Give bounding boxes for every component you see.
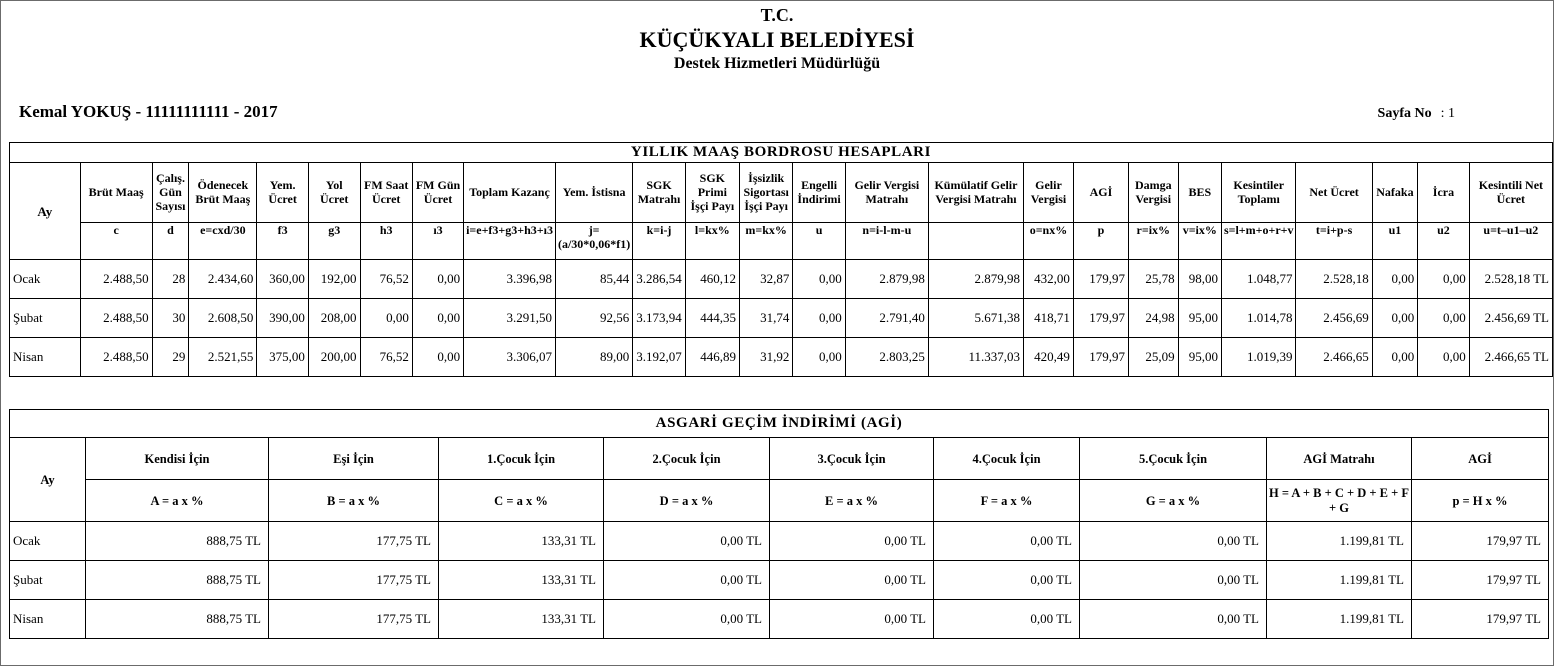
document-header <box>1 1 1553 73</box>
value-cell: 390,00 <box>257 299 309 338</box>
value-cell: 28 <box>152 260 189 299</box>
value-cell: 3.173,94 <box>633 299 686 338</box>
value-cell: 1.199,81 TL <box>1267 600 1412 639</box>
value-cell: 177,75 TL <box>269 600 439 639</box>
bordro-page <box>1 1 1553 639</box>
value-cell: 200,00 <box>308 338 360 377</box>
col-header: Gelir Vergisi <box>1024 163 1074 223</box>
col-header: Gelir Vergisi Matrahı <box>845 163 928 223</box>
col-header: Eşi İçin <box>269 438 439 480</box>
table-row <box>10 522 1549 561</box>
page-number <box>1378 106 1455 122</box>
value-cell: 3.396,98 <box>464 260 556 299</box>
header-department: Destek Hizmetleri Müdürlüğü <box>673 54 881 72</box>
col-formula <box>928 223 1023 260</box>
value-cell: 179,97 TL <box>1412 522 1549 561</box>
value-cell: 2.434,60 <box>189 260 257 299</box>
col-header: Net Ücret <box>1296 163 1372 223</box>
value-cell: 2.488,50 <box>80 299 152 338</box>
value-cell: 95,00 <box>1178 338 1221 377</box>
value-cell: 30 <box>152 299 189 338</box>
value-cell: 0,00 TL <box>770 600 934 639</box>
value-cell: 432,00 <box>1024 260 1074 299</box>
value-cell: 2.466,65 <box>1296 338 1372 377</box>
col-formula: t=i+p-s <box>1296 223 1372 260</box>
col-formula: r=ix% <box>1128 223 1178 260</box>
value-cell: 2.879,98 <box>845 260 928 299</box>
col-header: İcra <box>1418 163 1470 223</box>
value-cell: 32,87 <box>739 260 792 299</box>
col-header: SGK Primi İşçi Payı <box>685 163 739 223</box>
value-cell: 2.488,50 <box>80 338 152 377</box>
col-header: Çalış. Gün Sayısı <box>152 163 189 223</box>
value-cell: 133,31 TL <box>439 522 604 561</box>
value-cell: 76,52 <box>360 260 412 299</box>
table-row <box>10 260 1553 299</box>
value-cell: 0,00 TL <box>934 561 1080 600</box>
col-header: Yem. İstisna <box>555 163 632 223</box>
month-cell: Nisan <box>10 338 81 377</box>
value-cell: 2.879,98 <box>928 260 1023 299</box>
value-cell: 0,00 TL <box>770 561 934 600</box>
value-cell: 2.528,18 <box>1296 260 1372 299</box>
col-formula: n=i-l-m-u <box>845 223 928 260</box>
col-header: Brüt Maaş <box>80 163 152 223</box>
value-cell: 0,00 TL <box>604 522 770 561</box>
value-cell: 0,00 <box>412 299 463 338</box>
value-cell: 2.608,50 <box>189 299 257 338</box>
col-header: 4.Çocuk İçin <box>934 438 1080 480</box>
col-formula: j=(a/30*0,06*f1) <box>555 223 632 260</box>
table-row <box>10 338 1553 377</box>
value-cell: 1.199,81 TL <box>1267 522 1412 561</box>
col-formula: p <box>1073 223 1128 260</box>
value-cell: 2.521,55 <box>189 338 257 377</box>
value-cell: 2.528,18 TL <box>1469 260 1552 299</box>
value-cell: 177,75 TL <box>269 561 439 600</box>
col-header: İşsizlik Sigortası İşçi Payı <box>739 163 792 223</box>
value-cell: 0,00 <box>1418 299 1470 338</box>
col-header: Nafaka <box>1372 163 1417 223</box>
value-cell: 3.291,50 <box>464 299 556 338</box>
col-header: BES <box>1178 163 1221 223</box>
month-cell: Şubat <box>10 299 81 338</box>
value-cell: 360,00 <box>257 260 309 299</box>
value-cell: 0,00 <box>1418 338 1470 377</box>
value-cell: 0,00 <box>412 260 463 299</box>
col-formula: p = H x % <box>1412 480 1549 522</box>
value-cell: 0,00 <box>412 338 463 377</box>
employee-info: Kemal YOKUŞ - 11111111111 - 2017 <box>19 102 278 122</box>
month-cell: Şubat <box>10 561 86 600</box>
value-cell: 0,00 TL <box>934 522 1080 561</box>
col-formula: v=ix% <box>1178 223 1221 260</box>
col-formula: o=nx% <box>1024 223 1074 260</box>
value-cell: 0,00 <box>1372 260 1417 299</box>
salary-table <box>9 142 1553 377</box>
col-header: Kendisi İçin <box>86 438 269 480</box>
value-cell: 76,52 <box>360 338 412 377</box>
col-header: Kümülatif Gelir Vergisi Matrahı <box>928 163 1023 223</box>
value-cell: 1.019,39 <box>1221 338 1296 377</box>
col-header: FM Saat Ücret <box>360 163 412 223</box>
value-cell: 3.286,54 <box>633 260 686 299</box>
col-formula: F = a x % <box>934 480 1080 522</box>
value-cell: 418,71 <box>1024 299 1074 338</box>
value-cell: 179,97 <box>1073 338 1128 377</box>
value-cell: 92,56 <box>555 299 632 338</box>
col-header: AGİ <box>1073 163 1128 223</box>
value-cell: 2.456,69 TL <box>1469 299 1552 338</box>
col-header: 5.Çocuk İçin <box>1080 438 1267 480</box>
value-cell: 2.466,65 TL <box>1469 338 1552 377</box>
table-row <box>10 299 1553 338</box>
col-formula: h3 <box>360 223 412 260</box>
col-header: Ödenecek Brüt Maaş <box>189 163 257 223</box>
header-municipality: KÜÇÜKYALI BELEDİYESİ <box>639 26 915 52</box>
value-cell: 888,75 TL <box>86 522 269 561</box>
col-formula: g3 <box>308 223 360 260</box>
value-cell: 11.337,03 <box>928 338 1023 377</box>
value-cell: 0,00 <box>793 260 845 299</box>
col-formula: A = a x % <box>86 480 269 522</box>
col-header: Yol Ücret <box>308 163 360 223</box>
value-cell: 25,78 <box>1128 260 1178 299</box>
table-row <box>10 600 1549 639</box>
col-formula: u2 <box>1418 223 1470 260</box>
value-cell: 85,44 <box>555 260 632 299</box>
col-formula: E = a x % <box>770 480 934 522</box>
header-tc: T.C. <box>760 5 794 25</box>
col-header: Kesintili Net Ücret <box>1469 163 1552 223</box>
value-cell: 2.488,50 <box>80 260 152 299</box>
col-header: 1.Çocuk İçin <box>439 438 604 480</box>
col-formula: C = a x % <box>439 480 604 522</box>
row-header-ay: Ay <box>10 438 86 522</box>
sub-header <box>19 102 1455 122</box>
value-cell: 375,00 <box>257 338 309 377</box>
value-cell: 0,00 <box>793 299 845 338</box>
value-cell: 888,75 TL <box>86 561 269 600</box>
col-formula: u1 <box>1372 223 1417 260</box>
col-formula: e=cxd/30 <box>189 223 257 260</box>
value-cell: 192,00 <box>308 260 360 299</box>
col-header: 2.Çocuk İçin <box>604 438 770 480</box>
col-header: 3.Çocuk İçin <box>770 438 934 480</box>
value-cell: 1.199,81 TL <box>1267 561 1412 600</box>
salary-table-title: YILLIK MAAŞ BORDROSU HESAPLARI <box>10 143 1553 163</box>
value-cell: 25,09 <box>1128 338 1178 377</box>
value-cell: 0,00 TL <box>1080 600 1267 639</box>
value-cell: 444,35 <box>685 299 739 338</box>
col-formula: c <box>80 223 152 260</box>
col-formula: s=l+m+o+r+v <box>1221 223 1296 260</box>
col-formula: k=i-j <box>633 223 686 260</box>
value-cell: 179,97 <box>1073 299 1128 338</box>
col-formula: m=kx% <box>739 223 792 260</box>
col-formula: f3 <box>257 223 309 260</box>
col-header: FM Gün Ücret <box>412 163 463 223</box>
value-cell: 29 <box>152 338 189 377</box>
value-cell: 31,92 <box>739 338 792 377</box>
value-cell: 3.306,07 <box>464 338 556 377</box>
value-cell: 446,89 <box>685 338 739 377</box>
page-number-label: Sayfa No <box>1377 106 1432 122</box>
value-cell: 420,49 <box>1024 338 1074 377</box>
col-formula: H = A + B + C + D + E + F + G <box>1267 480 1412 522</box>
row-header-ay: Ay <box>10 163 81 260</box>
col-header: Engelli İndirimi <box>793 163 845 223</box>
agi-table <box>9 409 1549 639</box>
col-formula: l=kx% <box>685 223 739 260</box>
month-cell: Ocak <box>10 522 86 561</box>
value-cell: 177,75 TL <box>269 522 439 561</box>
month-cell: Ocak <box>10 260 81 299</box>
col-formula: D = a x % <box>604 480 770 522</box>
value-cell: 95,00 <box>1178 299 1221 338</box>
value-cell: 5.671,38 <box>928 299 1023 338</box>
col-header: AGİ Matrahı <box>1267 438 1412 480</box>
value-cell: 0,00 TL <box>1080 561 1267 600</box>
value-cell: 2.803,25 <box>845 338 928 377</box>
col-formula: u <box>793 223 845 260</box>
value-cell: 0,00 TL <box>1080 522 1267 561</box>
month-cell: Nisan <box>10 600 86 639</box>
col-formula: i=e+f3+g3+h3+ı3 <box>464 223 556 260</box>
value-cell: 98,00 <box>1178 260 1221 299</box>
page-number-value: : 1 <box>1440 106 1455 122</box>
value-cell: 133,31 TL <box>439 600 604 639</box>
value-cell: 0,00 TL <box>604 561 770 600</box>
value-cell: 1.048,77 <box>1221 260 1296 299</box>
col-formula: B = a x % <box>269 480 439 522</box>
col-formula: u=t–u1–u2 <box>1469 223 1552 260</box>
value-cell: 2.791,40 <box>845 299 928 338</box>
col-formula: d <box>152 223 189 260</box>
value-cell: 0,00 <box>1372 338 1417 377</box>
value-cell: 1.014,78 <box>1221 299 1296 338</box>
value-cell: 133,31 TL <box>439 561 604 600</box>
col-header: Damga Vergisi <box>1128 163 1178 223</box>
col-header: AGİ <box>1412 438 1549 480</box>
value-cell: 208,00 <box>308 299 360 338</box>
value-cell: 179,97 TL <box>1412 561 1549 600</box>
value-cell: 0,00 TL <box>770 522 934 561</box>
value-cell: 0,00 <box>360 299 412 338</box>
value-cell: 31,74 <box>739 299 792 338</box>
value-cell: 3.192,07 <box>633 338 686 377</box>
value-cell: 0,00 TL <box>604 600 770 639</box>
col-header: Toplam Kazanç <box>464 163 556 223</box>
col-header: SGK Matrahı <box>633 163 686 223</box>
agi-table-title: ASGARİ GEÇİM İNDİRİMİ (AGİ) <box>10 410 1549 438</box>
value-cell: 0,00 TL <box>934 600 1080 639</box>
value-cell: 460,12 <box>685 260 739 299</box>
col-formula: G = a x % <box>1080 480 1267 522</box>
value-cell: 179,97 TL <box>1412 600 1549 639</box>
value-cell: 179,97 <box>1073 260 1128 299</box>
value-cell: 0,00 <box>1372 299 1417 338</box>
value-cell: 89,00 <box>555 338 632 377</box>
value-cell: 2.456,69 <box>1296 299 1372 338</box>
value-cell: 0,00 <box>793 338 845 377</box>
value-cell: 24,98 <box>1128 299 1178 338</box>
col-header: Kesintiler Toplamı <box>1221 163 1296 223</box>
value-cell: 0,00 <box>1418 260 1470 299</box>
col-formula: ı3 <box>412 223 463 260</box>
table-row <box>10 561 1549 600</box>
value-cell: 888,75 TL <box>86 600 269 639</box>
col-header: Yem. Ücret <box>257 163 309 223</box>
